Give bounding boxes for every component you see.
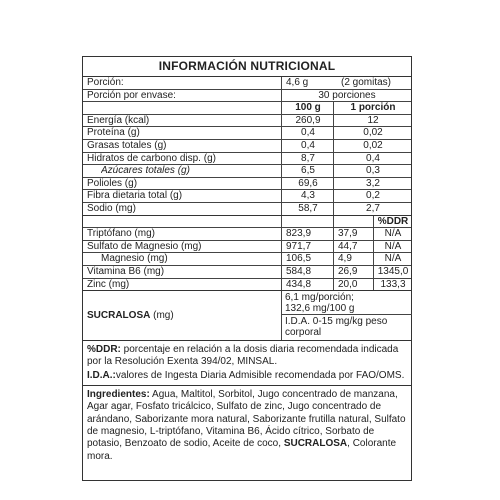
ingredients-sucralosa: SUCRALOSA (283, 438, 348, 450)
micronutrient-row (83, 279, 411, 292)
micronutrient-label: Triptófano (mg) (87, 228, 155, 240)
nutrient-value-100g: 69,6 (281, 178, 334, 190)
micronutrient-label: Magnesio (mg) (101, 253, 168, 265)
nutrient-label: Proteína (g) (87, 127, 140, 139)
header-portion: 1 porción (333, 102, 412, 114)
micronutrient-ddr: N/A (373, 228, 412, 240)
nutrient-row (83, 165, 411, 178)
nutrition-facts-panel (82, 56, 412, 481)
sucralosa-label-bold: SUCRALOSA (87, 310, 151, 322)
sucralosa-row (83, 291, 411, 341)
micronutrient-label: Zinc (mg) (87, 278, 130, 290)
nutrient-row (83, 127, 411, 140)
micronutrient-ddr: 133,3 (373, 279, 412, 291)
ddr-header-row (83, 216, 411, 229)
micronutrient-value-portion: 37,9 (333, 228, 373, 240)
nutrient-row (83, 190, 411, 203)
nutrient-row (83, 115, 411, 128)
micronutrient-ddr: N/A (373, 253, 412, 265)
nutrient-value-100g: 0,4 (281, 127, 334, 139)
ingredients-term: Ingredientes: (87, 389, 150, 401)
header-100g: 100 g (281, 102, 334, 114)
micronutrient-label: Sulfato de Magnesio (mg) (87, 240, 202, 252)
nutrient-label: Polioles (g) (87, 177, 138, 189)
nutrient-label: Sodio (mg) (87, 202, 136, 214)
nutrient-value-100g: 8,7 (281, 153, 334, 165)
nutrient-value-100g: 260,9 (281, 115, 334, 127)
ida-note-text: valores de Ingesta Diaria Admisible recomendada por FAO/OMS. (115, 370, 405, 382)
header-ddr: %DDR (373, 216, 412, 228)
nutrient-list (83, 115, 411, 216)
nutrient-label: Hidratos de carbono disp. (g) (87, 152, 216, 164)
nutrient-label: Grasas totales (g) (87, 139, 167, 151)
sucralosa-ida-line1: I.D.A. 0-15 mg/kg peso (285, 316, 388, 328)
header-row (83, 102, 411, 115)
ida-note-term: I.D.A.: (87, 370, 116, 382)
ddr-note-text: porcentaje en relación a la dosis diaria recomendada indicada por la Resolución Exenta 394/02, MINSAL. (87, 344, 399, 368)
nutrient-row (83, 153, 411, 166)
sucralosa-per-100g: 132,6 mg/100 g (285, 303, 355, 315)
sucralosa-ida (282, 315, 412, 339)
ddr-header-spacer-a (281, 216, 334, 228)
sucralosa-ida-line2: corporal (285, 327, 322, 339)
portion-row (83, 77, 411, 90)
sucralosa-per-portion: 6,1 mg/porción; (285, 292, 354, 304)
micronutrient-row (83, 228, 411, 241)
ida-note (87, 370, 407, 382)
servings-label: Porción por envase: (87, 89, 176, 101)
ingredients-text: Agua, Maltitol, Sorbitol, Jugo concentrado de manzana, Agar agar, Fosfato tricálcico, Sulfato de zinc, Jugo concentrado de arándano, Saborizante mora natural, Saborizante frutilla natural, Sulfato de magnesio, L-triptófano, Vitamina B6, Ácido cítrico, Sorbato de potasio, Benzoato de sodio, Aceite de coco, (87, 389, 406, 450)
sucralosa-values (281, 291, 412, 340)
nutrient-value-portion: 0,02 (333, 140, 412, 152)
ddr-note-term: %DDR: (87, 344, 121, 356)
micronutrient-row (83, 253, 411, 266)
servings-row (83, 90, 411, 103)
micronutrient-value-portion: 4,9 (333, 253, 373, 265)
sucralosa-label (87, 291, 174, 340)
nutrient-row (83, 203, 411, 216)
nutrient-row (83, 140, 411, 153)
ingredients (83, 386, 411, 466)
nutrient-value-portion: 0,3 (333, 165, 412, 177)
micronutrient-list (83, 228, 411, 291)
micronutrient-label: Vitamina B6 (mg) (87, 265, 165, 277)
portion-label: Porción: (87, 77, 124, 88)
nutrient-value-portion: 0,02 (333, 127, 412, 139)
micronutrient-value-100g: 823,9 (281, 228, 333, 240)
sucralosa-amount (282, 291, 412, 315)
nutrient-value-portion: 2,7 (333, 203, 412, 215)
micronutrient-row (83, 266, 411, 279)
sucralosa-label-unit: (mg) (150, 310, 174, 322)
micronutrient-value-portion: 26,9 (333, 266, 373, 278)
nutrient-value-portion: 12 (333, 115, 412, 127)
ddr-note (87, 344, 407, 368)
micronutrient-value-portion: 20,0 (333, 279, 373, 291)
footnotes (83, 341, 411, 386)
nutrient-value-portion: 3,2 (333, 178, 412, 190)
nutrient-value-100g: 0,4 (281, 140, 334, 152)
micronutrient-ddr: 1345,0 (373, 266, 412, 278)
portion-value: 4,6 g (281, 77, 333, 89)
nutrient-row (83, 178, 411, 191)
nutrient-label: Azúcares totales (g) (101, 165, 190, 177)
nutrient-value-100g: 4,3 (281, 190, 334, 202)
nutrient-value-100g: 58,7 (281, 203, 334, 215)
micronutrient-value-100g: 971,7 (281, 241, 333, 253)
nutrient-label: Fibra dietaria total (g) (87, 190, 183, 202)
portion-desc: (2 gomitas) (341, 77, 392, 88)
micronutrient-ddr: N/A (373, 241, 412, 253)
micronutrient-value-100g: 584,8 (281, 266, 333, 278)
nutrient-value-100g: 6,5 (281, 165, 334, 177)
micronutrient-value-100g: 106,5 (281, 253, 333, 265)
micronutrient-row (83, 241, 411, 254)
ddr-header-spacer-b (333, 216, 374, 228)
servings-value: 30 porciones (281, 90, 412, 102)
micronutrient-value-100g: 434,8 (281, 279, 333, 291)
micronutrient-value-portion: 44,7 (333, 241, 373, 253)
ingredients-text-end: , Colorante mora. (87, 438, 397, 462)
nutrient-label: Energía (kcal) (87, 114, 150, 126)
nutrient-value-portion: 0,2 (333, 190, 412, 202)
nutrient-value-portion: 0,4 (333, 153, 412, 165)
panel-title: INFORMACIÓN NUTRICIONAL (83, 57, 411, 77)
